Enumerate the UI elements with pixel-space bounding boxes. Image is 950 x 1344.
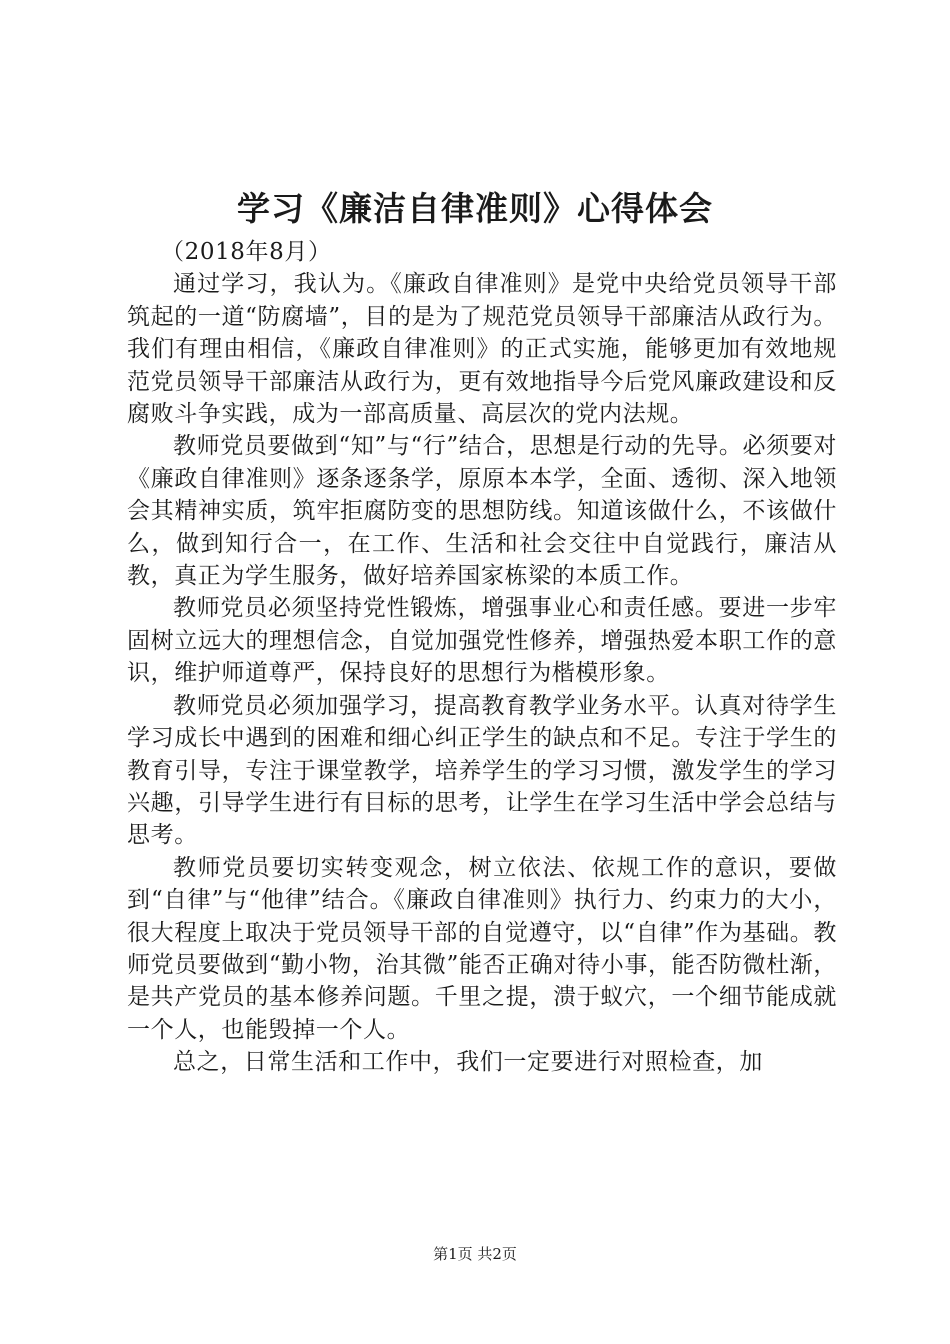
document-title: 学习《廉洁自律准则》心得体会 [237, 189, 713, 228]
document-body [127, 236, 837, 1079]
paragraph: 通过学习，我认为。《廉政自律准则》是党中央给党员领导干部筑起的一道“防腐墙”，目的是为了规范党员领导干部廉洁从政行为。我们有理由相信，《廉政自律准则》的正式实施，能够更加有效地规范党员领导干部廉洁从政行为，更有效地指导今后党风廉政建设和反腐败斗争实践，成为一部高质量、高层次的党内法规。 [127, 271, 837, 428]
paragraph: 教师党员必须加强学习，提高教育教学业务水平。认真对待学生学习成长中遇到的困难和细心纠正学生的缺点和不足。专注于学生的教育引导，专注于课堂教学，培养学生的学习习惯，激发学生的学习兴趣，引导学生进行有目标的思考，让学生在学习生活中学会总结与思考。 [127, 692, 837, 849]
paragraph: 总之，日常生活和工作中，我们一定要进行对照检查，加 [173, 1049, 763, 1076]
page-number-footer: 第1页 共2页 [433, 1245, 517, 1263]
paragraph: 教师党员要切实转变观念，树立依法、依规工作的意识，要做到“自律”与“他律”结合。《廉政自律准则》执行力、约束力的大小，很大程度上取决于党员领导干部的自觉遵守，以“自律”作为基础。教师党员要做到“勤小物，治其微”能否正确对待小事，能否防微杜渐，是共产党员的基本修养问题。千里之提，溃于蚁穴，一个细节能成就一个人，也能毁掉一个人。 [127, 854, 837, 1043]
paragraph: 教师党员必须坚持党性锻炼，增强事业心和责任感。要进一步牢固树立远大的理想信念，自觉加强党性修养，增强热爱本职工作的意识，维护师道尊严，保持良好的思想行为楷模形象。 [127, 595, 837, 687]
paragraph: 教师党员要做到“知”与“行”结合，思想是行动的先导。必须要对《廉政自律准则》逐条逐条学，原原本本学，全面、透彻、深入地领会其精神实质，筑牢拒腐防变的思想防线。知道该做什么，不该做什么，做到知行合一，在工作、生活和社会交往中自觉践行，廉洁从教，真正为学生服务，做好培养国家栋梁的本质工作。 [127, 433, 837, 590]
document-date: （2018年8月） [161, 239, 332, 265]
